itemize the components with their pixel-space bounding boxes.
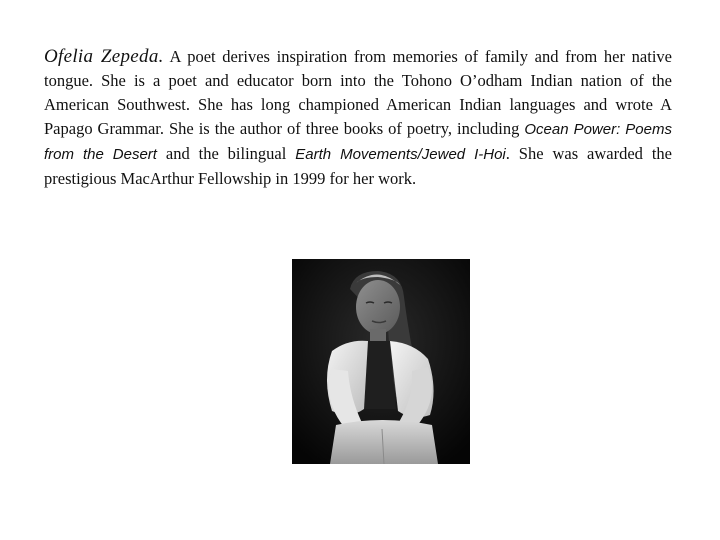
author-name: Ofelia Zepeda. [44,46,164,67]
book-title-earth-movements: Earth Movements/Jewed I-Hoi [295,146,506,163]
bio-text-2: and the bilingual [156,144,296,163]
author-portrait-photo [292,259,470,464]
bio-text-1: A poet derives inspiration from memories of family and from her native tongue. She is a poet and educator born into the Tohono O’odham Indian nation of the American Southwest. She has long championed American Indian languages and wrote A Papago Grammar. She is the author of three books of poetry, including [44,47,673,138]
bio-text-3: . She was awarded the prestigious MacArthur Fellowship in 1999 for her work. [44,144,672,188]
biography-paragraph [44,45,672,191]
book-title-ocean-power: Ocean Power: Poems from the Desert [44,121,672,163]
